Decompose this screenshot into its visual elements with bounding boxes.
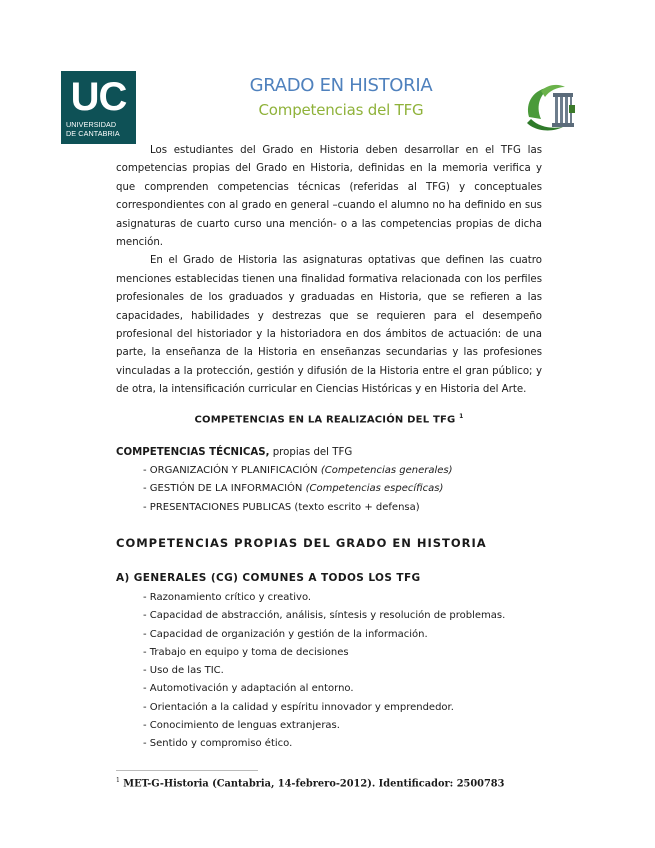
university-logo bbox=[61, 71, 136, 144]
list-item: - Capacidad de organización y gestión de la información. bbox=[143, 628, 428, 640]
footnote-ref: 1 bbox=[459, 413, 464, 420]
uc-mark: UC bbox=[70, 75, 127, 119]
intro-text bbox=[116, 142, 542, 400]
list-item: - Trabajo en equipo y toma de decisiones bbox=[143, 646, 349, 658]
list-item: - Sentido y compromiso ético. bbox=[143, 738, 293, 750]
university-name: UNIVERSIDAD DE CANTABRIA bbox=[66, 120, 120, 138]
list-item: - ORGANIZACIÓN Y PLANIFICACIÓN (Competencias generales) bbox=[143, 465, 453, 476]
intro-paragraph-2: En el Grado de Historia las asignaturas optativas que definen las cuatro menciones establecidas tienen una finalidad formativa relacionada con los perfiles profesionales de los graduados y graduadas en Historia, que se refieren a las capacidades, habilidades y destrezas que se requieren para el desempeño profesional del historiador y la historiadora en dos ámbitos de actuación: de una parte, la enseñanza de la Historia en enseñanzas secundarias y las profesiones vinculadas a la protección, gestión y difusión de la Historia entre el gran público; y de otra, la intensificación curricular en Ciencias Históricas y en Historia del Arte. bbox=[116, 255, 542, 396]
competencias-tfg-heading: COMPETENCIAS EN LA REALIZACIÓN DEL TFG $^1$ bbox=[194, 413, 464, 426]
page-subtitle: Competencias del TFG bbox=[258, 101, 424, 119]
intro-paragraph-1: Los estudiantes del Grado en Historia deben desarrollar en el TFG las competencias propias del Grado en Historia, definidas en la memoria verifica y que comprenden competencias técnicas (referidas al TFG) y conceptuales correspondientes con al grado en general –cuando el alumno no ha definido en sus asignaturas de cuarto curso una mención- o a las competencias propias de dicha mención. bbox=[116, 145, 542, 249]
footnote-divider bbox=[116, 770, 258, 771]
propias-heading: COMPETENCIAS PROPIAS DEL GRADO EN HISTORIA bbox=[116, 536, 487, 550]
list-item: - Orientación a la calidad y espíritu innovador y emprendedor. bbox=[143, 701, 454, 713]
list-item: - Capacidad de abstracción, análisis, síntesis y resolución de problemas. bbox=[143, 610, 506, 622]
footnote: $^1$ MET-G-Historia (Cantabria, 14-febrero-2012). Identificador: 2500783 bbox=[116, 777, 505, 790]
generales-heading: A) GENERALES (CG) COMUNES A TODOS LOS TFG bbox=[116, 572, 421, 584]
page-title: GRADO EN HISTORIA bbox=[249, 75, 433, 96]
list-item: - Razonamiento crítico y creativo. bbox=[143, 592, 312, 603]
generales-list bbox=[143, 589, 505, 754]
column-pillar-icon bbox=[521, 79, 581, 135]
list-item: - Automotivación y adaptación al entorno. bbox=[143, 683, 354, 695]
list-item: - Uso de las TIC. bbox=[143, 665, 224, 677]
tecnicas-list bbox=[143, 462, 453, 517]
list-item: - Conocimiento de lenguas extranjeras. bbox=[143, 720, 340, 732]
list-item: - PRESENTACIONES PUBLICAS (texto escrito + defensa) bbox=[143, 501, 420, 513]
list-item: - GESTIÓN DE LA INFORMACIÓN (Competencias específicas) bbox=[143, 483, 444, 495]
tecnicas-line: COMPETENCIAS TÉCNICAS, propias del TFG bbox=[116, 447, 353, 458]
